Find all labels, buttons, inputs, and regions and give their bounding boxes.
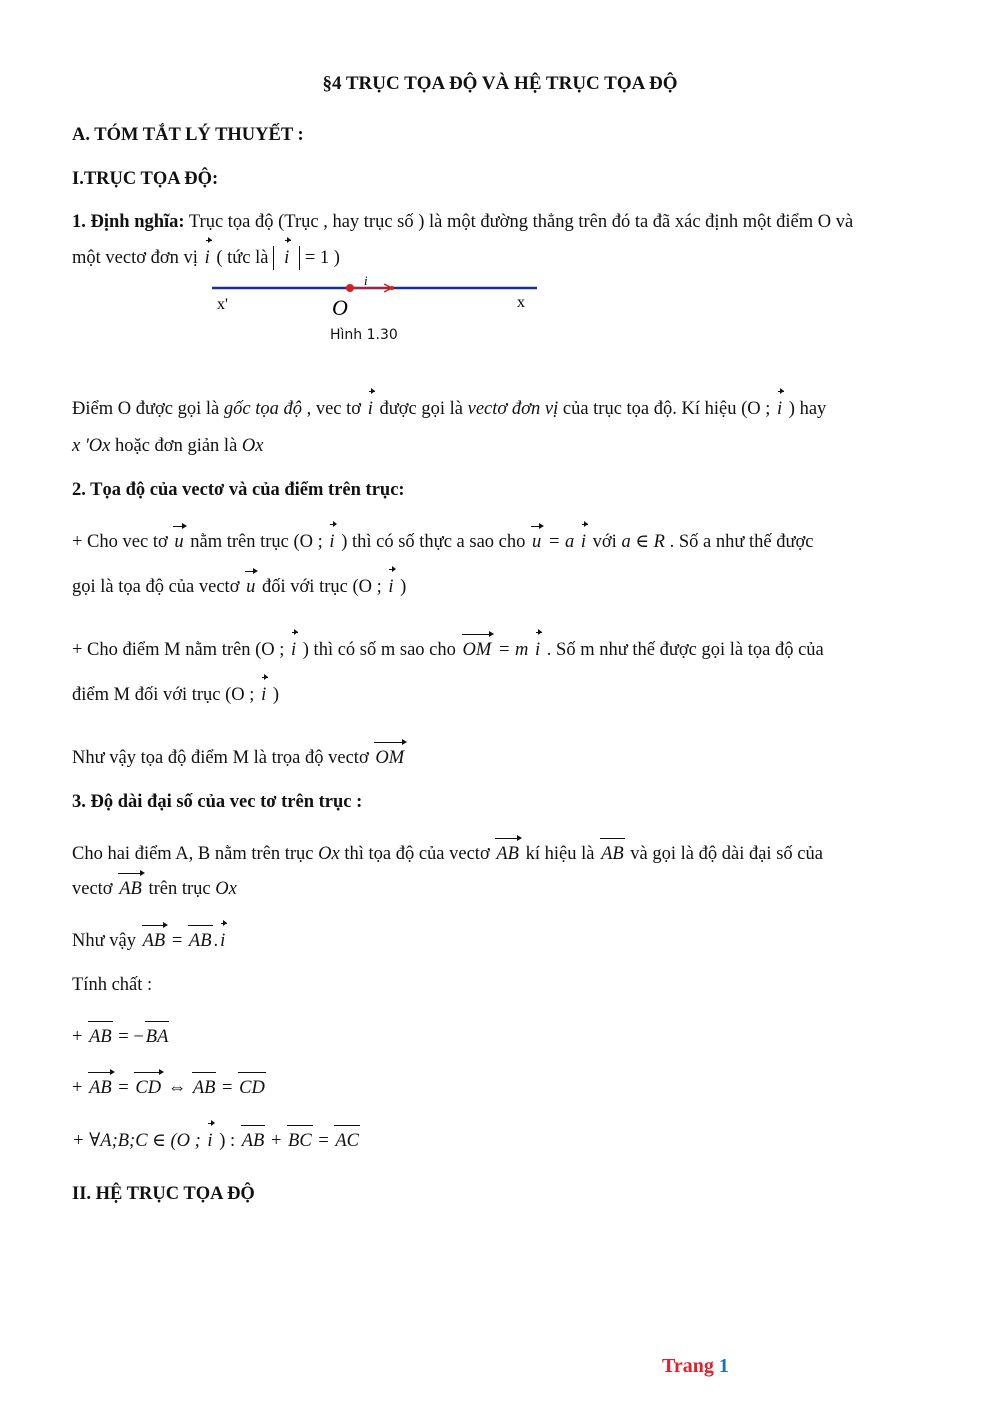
vector-i: i <box>580 532 586 552</box>
text-span: + <box>72 1027 88 1047</box>
axis-label-i: i <box>364 273 368 288</box>
algebraic-length-cd: CD <box>239 1078 265 1098</box>
vector-u: u <box>532 532 542 552</box>
property-1 <box>72 1027 170 1048</box>
paragraph-5-line-1 <box>72 844 823 865</box>
text-span: = a <box>543 532 579 552</box>
text-span: gọi là tọa độ của vectơ <box>72 577 245 597</box>
vector-i: i <box>204 248 210 268</box>
text-span: , vec tơ <box>301 399 366 419</box>
page-title: §4 TRỤC TỌA ĐỘ VÀ HỆ TRỤC TỌA ĐỘ <box>322 73 678 94</box>
vector-i: i <box>367 399 373 419</box>
text-span: = 1 ) <box>304 248 340 268</box>
text-span: = − <box>113 1027 144 1047</box>
text-span: = <box>167 931 187 951</box>
text-span: ( tức là <box>211 248 274 268</box>
paragraph-4 <box>72 748 406 769</box>
section-heading-ii: II. HỆ TRỤC TỌA ĐỘ <box>72 1184 255 1204</box>
text-span: = <box>113 1078 134 1098</box>
section-heading-1: I.TRỤC TỌA ĐỘ: <box>72 169 219 189</box>
text-span: của trục tọa độ. Kí hiệu (O ; <box>558 399 776 419</box>
text-span: ) thì có số thực a sao cho <box>336 532 530 552</box>
vector-om: OM <box>375 748 405 768</box>
text-span: + Cho vec tơ <box>72 532 173 552</box>
unit-point <box>390 286 394 290</box>
text-span: Ox <box>215 879 237 899</box>
text-span: Cho hai điểm A, B nằm trên trục <box>72 844 319 864</box>
algebraic-length-ac: AC <box>335 1131 360 1151</box>
text-span: ) thì có số m sao cho <box>298 640 461 660</box>
text-span: Như vậy <box>72 931 141 951</box>
definition-label: 1. Định nghĩa: <box>72 212 185 232</box>
text-span: ) : <box>214 1131 240 1151</box>
vector-ab: AB <box>142 931 166 951</box>
vector-ab: AB <box>119 879 142 899</box>
vector-ab: AB <box>496 844 519 864</box>
text-span: + ∀A;B;C ∈ (O ; <box>72 1131 206 1151</box>
text-span: thì tọa độ của vectơ <box>339 844 495 864</box>
section-heading-2: 2. Tọa độ của vectơ và của điểm trên trục: <box>72 480 405 500</box>
vector-i: i <box>291 640 297 660</box>
text-span: = m <box>493 640 534 660</box>
definition-line-2 <box>72 248 340 269</box>
text-span: Điểm O được gọi là <box>72 399 224 419</box>
vector-i: i <box>329 532 335 552</box>
figure-caption: Hình 1.30 <box>330 327 398 343</box>
paragraph-2-line-2 <box>72 577 406 598</box>
text-span: nằm trên trục (O ; <box>185 532 328 552</box>
text-span: x 'Ox <box>72 436 111 456</box>
text-span: một vectơ đơn vị <box>72 248 203 268</box>
vector-om: OM <box>462 640 492 660</box>
paragraph-1-line-1 <box>72 399 826 420</box>
paragraph-1-line-2 <box>72 436 264 457</box>
text-span: và gọi là độ dài đại số của <box>625 844 823 864</box>
vector-cd: CD <box>135 1078 162 1098</box>
axis-label-origin: O <box>332 295 348 320</box>
text-span: đối với trục (O ; <box>257 577 387 597</box>
algebraic-length-ab: AB <box>89 1027 112 1047</box>
algebraic-length-ba: BA <box>145 1027 169 1047</box>
algebraic-length-ab: AB <box>601 844 624 864</box>
text-span: trên trục <box>143 879 216 899</box>
vector-i: i <box>388 577 394 597</box>
text-span: được gọi là <box>374 399 468 419</box>
origin-point <box>346 284 354 292</box>
text-span: a ∈ R <box>621 532 665 552</box>
text-span: ) hay <box>784 399 827 419</box>
paragraph-3-line-1 <box>72 640 824 661</box>
section-heading-a: A. TÓM TẮT LÝ THUYẾT : <box>72 125 304 145</box>
property-3 <box>72 1130 361 1152</box>
definition-line-1 <box>72 212 853 233</box>
vector-i: i <box>777 399 783 419</box>
text-span: với <box>588 532 622 552</box>
text-span: ) <box>268 685 279 705</box>
text-span: ) <box>395 577 407 597</box>
algebraic-length-bc: BC <box>288 1131 312 1151</box>
section-heading-3: 3. Độ dài đại số của vec tơ trên trục : <box>72 792 363 812</box>
paragraph-5-line-2 <box>72 879 237 900</box>
text-span: Như vậy tọa độ điểm M là trọa độ vectơ <box>72 748 374 768</box>
text-span: . Số m như thế được gọi là tọa độ của <box>542 640 824 660</box>
text-span: gốc tọa độ <box>223 399 302 419</box>
footer-label: Trang <box>662 1355 714 1377</box>
text-span: + <box>72 1078 88 1098</box>
text-span: + Cho điểm M nằm trên (O ; <box>72 640 289 660</box>
text-span: kí hiệu là <box>520 844 600 864</box>
property-2 <box>72 1078 267 1099</box>
text-span: . <box>213 931 219 951</box>
text-span: = <box>313 1131 334 1151</box>
text-span: . Số a như thế được <box>664 532 814 552</box>
axis-figure <box>212 270 542 320</box>
paragraph-3-line-2 <box>72 685 279 706</box>
text-span: điểm M đối với trục (O ; <box>72 685 260 705</box>
vector-i: i <box>261 685 267 705</box>
vector-i: i <box>284 248 290 268</box>
vector-i: i <box>220 931 226 951</box>
text-span: ⇔ <box>163 1078 191 1098</box>
vector-i: i <box>207 1131 213 1151</box>
vector-ab: AB <box>89 1078 112 1098</box>
text-span: + <box>266 1131 287 1151</box>
text-span: hoặc đơn giản là <box>110 436 242 456</box>
text-span: vectơ đơn vị <box>467 399 559 419</box>
paragraph-2-line-1 <box>72 531 813 553</box>
paragraph-6 <box>72 931 227 952</box>
abs-i <box>273 246 300 270</box>
properties-label: Tính chất : <box>72 975 153 995</box>
page-footer <box>662 1355 729 1378</box>
text-span: Ox <box>241 436 264 456</box>
page-number: 1 <box>718 1355 729 1377</box>
text-span: vectơ <box>72 879 118 899</box>
algebraic-length-ab: AB <box>241 1131 265 1151</box>
text-span: Ox <box>318 844 340 864</box>
vector-u: u <box>246 577 256 597</box>
axis-label-x-prime: x' <box>217 296 228 313</box>
text-span: = <box>217 1078 238 1098</box>
definition-text: Trục tọa độ (Trục , hay trục số ) là một đường thẳng trên đó ta đã xác định một điểm O và <box>184 212 854 232</box>
algebraic-length-ab: AB <box>188 931 212 951</box>
axis-label-x: x <box>517 294 525 311</box>
vector-u: u <box>174 532 184 552</box>
algebraic-length-ab: AB <box>192 1078 216 1098</box>
vector-i: i <box>535 640 541 660</box>
